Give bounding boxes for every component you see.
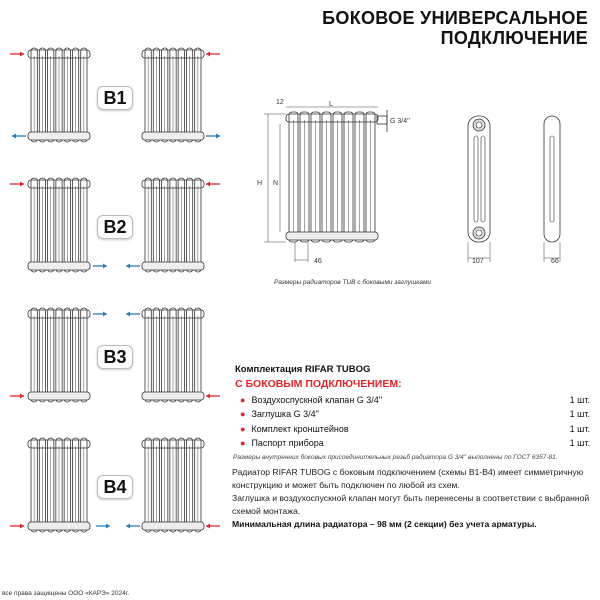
bottom-collector [142, 132, 204, 140]
side-view-narrow [544, 116, 560, 242]
kit-item: ● Паспорт прибора 1 шт. [240, 438, 590, 448]
port-inner [476, 122, 482, 128]
dim-12: 12 [276, 99, 284, 106]
return-arrow-head [12, 134, 16, 139]
supply-arrow-head [20, 52, 24, 57]
return-arrow-head [126, 312, 130, 317]
bottom-collector [28, 522, 90, 530]
bottom-collector [286, 232, 378, 240]
supply-arrow-head [20, 182, 24, 187]
radiator [28, 48, 90, 142]
bottom-collector [142, 392, 204, 400]
return-arrow-head [126, 524, 130, 529]
scheme-label-b2: B2 [97, 215, 133, 239]
bottom-collector [142, 262, 204, 270]
dim-66: 66 [551, 258, 559, 265]
side-view-wide [468, 116, 490, 242]
supply-arrow-head [206, 52, 210, 57]
return-arrow-head [103, 312, 107, 317]
kit-item: ● Комплект кронштейнов 1 шт. [240, 423, 590, 434]
radiator [286, 112, 378, 242]
bottom-collector [28, 262, 90, 270]
bottom-collector [28, 132, 90, 140]
kit-subheading: С БОКОВЫМ ПОДКЛЮЧЕНИЕМ: [235, 378, 402, 390]
radiator [28, 438, 90, 532]
supply-arrow-head [206, 394, 210, 399]
dimension-drawing [250, 90, 600, 280]
return-arrow-head [126, 264, 130, 269]
supply-arrow-head [206, 524, 210, 529]
radiator [28, 308, 90, 402]
page-title: БОКОВОЕ УНИВЕРСАЛЬНОЕ ПОДКЛЮЧЕНИЕ [322, 8, 588, 48]
supply-arrow-head [20, 394, 24, 399]
return-arrow-head [216, 134, 220, 139]
dim-L: L [329, 101, 333, 108]
kit-note: Размеры внутренних боковых присоединительных резьб радиатора G 3/4'' выполнены по ГОСТ 6357-81. [233, 454, 558, 461]
radiator [142, 178, 204, 272]
kit-item: ● Заглушка G 3/4'' 1 шт. [240, 409, 590, 419]
radiator [28, 178, 90, 272]
radiator [142, 308, 204, 402]
drawing-caption: Размеры радиаторов TUB с боковыми заглушками [274, 279, 432, 286]
kit-section [235, 364, 590, 461]
return-arrow-head [106, 524, 110, 529]
thread-fitting [377, 116, 387, 124]
scheme-label-b4: B4 [97, 475, 133, 499]
scheme-label-b3: B3 [97, 345, 133, 369]
kit-item: ● Воздухоспускной клапан G 3/4'' 1 шт. [240, 394, 590, 405]
radiator [142, 48, 204, 142]
dim-N: N [273, 180, 279, 187]
port-inner [476, 230, 482, 236]
dim-H: H [257, 180, 263, 187]
radiator [142, 438, 204, 532]
return-arrow-head [103, 264, 107, 269]
bottom-collector [28, 392, 90, 400]
dim-46: 46 [314, 258, 322, 265]
scheme-label-b1: B1 [97, 86, 133, 110]
dim-107: 107 [472, 258, 484, 265]
kit-heading: Комплектация RIFAR TUBOG [235, 364, 371, 375]
description: Радиатор RIFAR TUBOG с боковым подключением (схемы В1-В4) имеет симметричную конструкцию и может быть подключен по любой из схем. Заглушка и воздухоспускной клапан могут быть перенесены в соответствии с выбранной схемой монтажа. Минимальная длина радиатора – 98 мм (2 секции) без учета арматуры. [232, 467, 590, 529]
thread-label: G 3/4'' [390, 118, 410, 125]
supply-arrow-head [20, 524, 24, 529]
supply-arrow-head [206, 182, 210, 187]
bottom-collector [142, 522, 204, 530]
copyright: все права защищены ООО «КАРЭ» 2024г. [2, 590, 130, 597]
